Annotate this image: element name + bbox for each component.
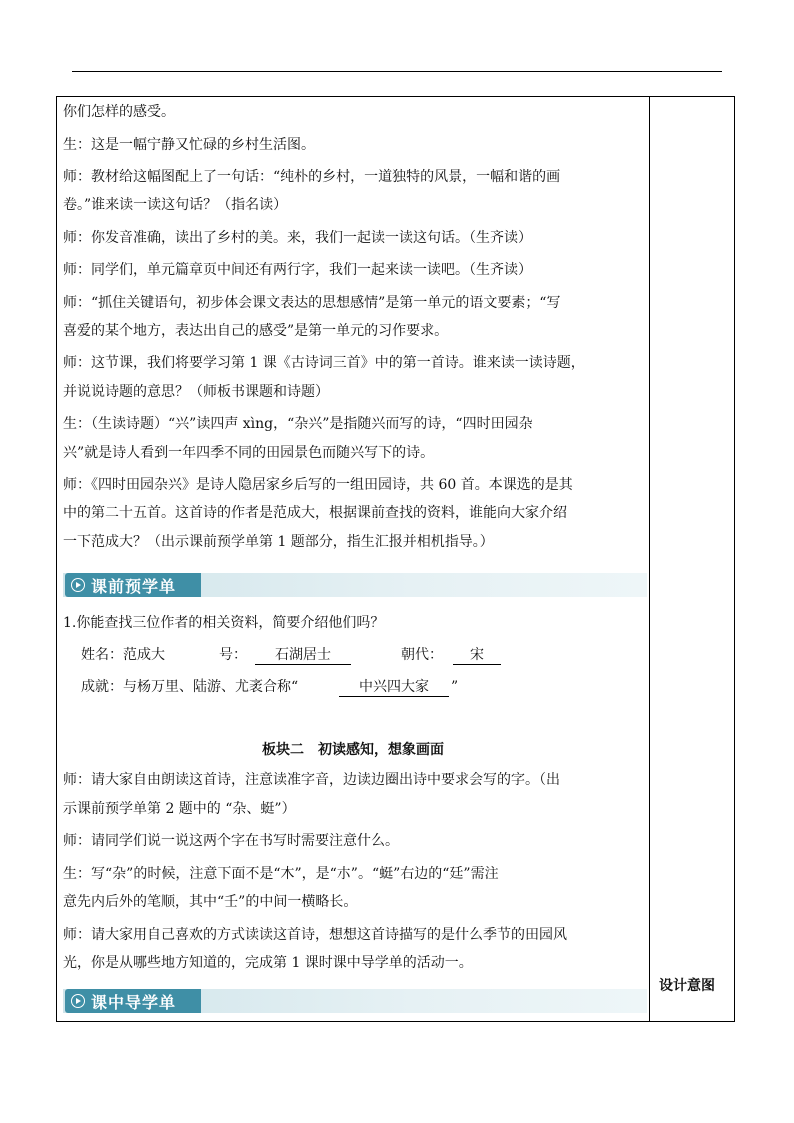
text-line: 生：这是一幅宁静又忙碌的乡村生活图。 <box>63 137 315 153</box>
author-achieve-value: 中兴四大家 <box>339 678 449 697</box>
author-achieve-wrap <box>339 677 449 697</box>
text-line: 并说说诗题的意思？（师板书课题和诗题） <box>63 384 329 400</box>
text-line: 师：这节课，我们将要学习第 1 课《古诗词三首》中的第一首诗。谁来读一读诗题， <box>63 355 585 371</box>
banner-title: 课中导学单 <box>91 992 177 1012</box>
banner-title: 课前预学单 <box>91 576 177 596</box>
text-line: 示课前预学单第 2 题中的 “杂、蜓”） <box>63 801 296 817</box>
text-line: 师：你发音准确，读出了乡村的美。来，我们一起读一读这句话。（生齐读） <box>63 230 532 246</box>
question-line: 1.你能查找三位作者的相关资料，简要介绍他们吗？ <box>63 615 385 631</box>
text-line: 师：同学们，单元篇章页中间还有两行字，我们一起来读一读吧。（生齐读） <box>63 262 532 278</box>
author-hao-label: 号： <box>219 647 247 663</box>
design-intent-label: 设计意图 <box>659 978 715 994</box>
text-line: 中的第二十五首。这首诗的作者是范成大，根据课前查找的资料，谁能向大家介绍 <box>63 505 567 521</box>
banner-in-class <box>63 989 647 1013</box>
lesson-table <box>56 96 735 1022</box>
text-line: 师：请大家用自己喜欢的方式读读这首诗，想想这首诗描写的是什么季节的田园风 <box>63 927 567 943</box>
text-line: 生：（生读诗题）“兴”读四声 xìng，“杂兴”是指随兴而写的诗，“四时田园杂 <box>63 416 533 432</box>
banner-tab <box>65 989 201 1013</box>
text-line: 生：写“杂”的时候，注意下面不是“木”，是“朩”。“蜓”右边的“廷”需注 <box>63 866 499 882</box>
column-divider <box>649 97 650 1021</box>
author-achieve-close: ” <box>451 679 459 695</box>
banner-tab <box>65 573 201 597</box>
banner-pre-study <box>63 573 647 597</box>
author-era-value: 宋 <box>453 646 501 665</box>
text-line: 兴”就是诗人看到一年四季不同的田园景色而随兴写下的诗。 <box>63 445 435 461</box>
text-line: 师：“抓住关键语句，初步体会课文表达的思想感情”是第一单元的语文要素；“写 <box>63 295 561 311</box>
text-line: 师：请大家自由朗读这首诗，注意读准字音，边读边圈出诗中要求会写的字。（出 <box>63 772 560 788</box>
author-hao-wrap <box>255 645 351 665</box>
text-line: 师：《四时田园杂兴》是诗人隐居家乡后写的一组田园诗，共 60 首。本课选的是其 <box>63 477 573 493</box>
play-icon <box>71 994 85 1008</box>
text-line: 师：教材给这幅图配上了一句话：“纯朴的乡村，一道独特的风景，一幅和谐的画 <box>63 169 561 185</box>
section-title: 板块二 初读感知，想象画面 <box>262 742 444 758</box>
author-era-wrap <box>453 645 501 665</box>
text-line: 喜爱的某个地方，表达出自己的感受”是第一单元的习作要求。 <box>63 323 449 339</box>
text-line: 卷。”谁来读一读这句话？（指名读） <box>63 197 288 213</box>
header-rule <box>72 71 722 72</box>
author-era-label: 朝代： <box>401 647 443 663</box>
author-name: 姓名：范成大 <box>81 647 165 663</box>
author-achieve-label: 成就：与杨万里、陆游、尤袤合称“ <box>81 679 299 695</box>
play-icon <box>71 578 85 592</box>
text-line: 意先内后外的笔顺，其中“壬”的中间一横略长。 <box>63 894 358 910</box>
text-line: 师：请同学们说一说这两个字在书写时需要注意什么。 <box>63 833 399 849</box>
author-hao-value: 石湖居士 <box>255 646 351 665</box>
text-line: 你们怎样的感受。 <box>63 104 175 120</box>
text-line: 光，你是从哪些地方知道的，完成第 1 课时课中导学单的活动一。 <box>63 955 473 971</box>
text-line: 一下范成大？（出示课前预学单第 1 题部分，指生汇报并相机指导。） <box>63 534 494 550</box>
